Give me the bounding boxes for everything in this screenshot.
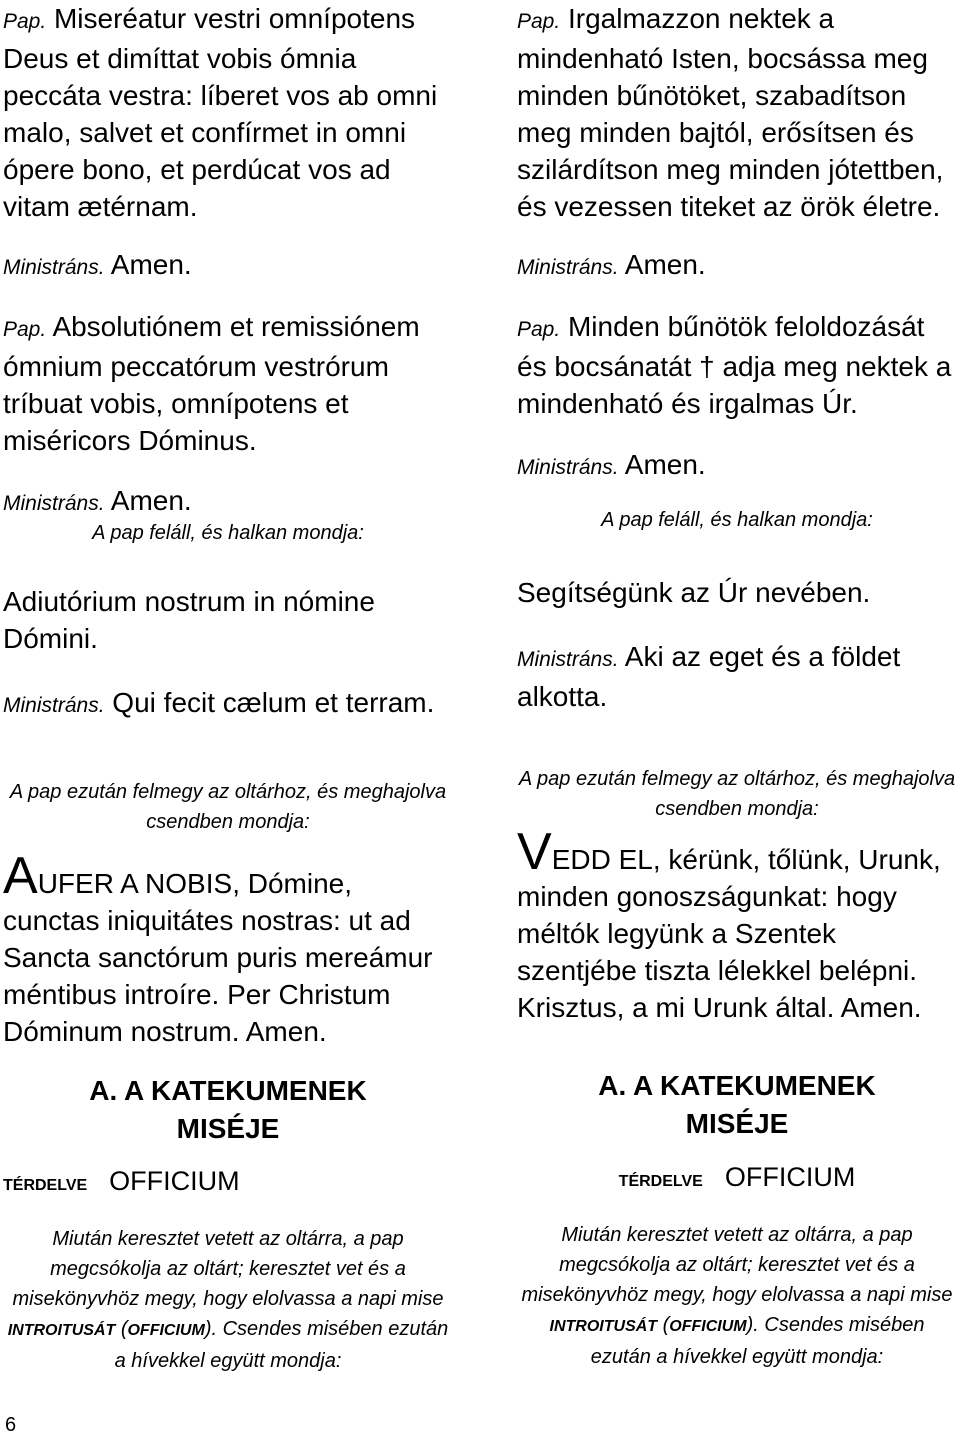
response-text: Qui fecit cælum et terram. bbox=[104, 687, 435, 718]
prayer-vedd-el bbox=[517, 823, 957, 1026]
versicle-segitseg: Segítségünk az Úr nevében. bbox=[517, 577, 871, 608]
prayer-aufer bbox=[3, 847, 453, 1050]
prayer-incipit: UFER A NOBIS bbox=[37, 868, 233, 899]
response-text: Amen. bbox=[618, 449, 706, 480]
kneeling-label: TÉRDELVE bbox=[618, 1173, 703, 1190]
response-text: Amen. bbox=[618, 249, 706, 280]
server-response bbox=[517, 638, 957, 715]
drop-initial: V bbox=[517, 823, 552, 881]
server-response bbox=[3, 684, 434, 724]
response-text: Amen. bbox=[104, 249, 192, 280]
kneeling-label: TÉRDELVE bbox=[3, 1177, 88, 1194]
section-heading: A. A KATEKUMENEK MISÉJE bbox=[598, 1070, 876, 1139]
rubric-text: ). Csendes misében ezután a hívekkel együtt mondja: bbox=[114, 1318, 449, 1372]
server-response bbox=[3, 482, 192, 522]
prayer-text: Minden bűnötök feloldozását és bocsánatát bbox=[517, 311, 925, 382]
prayer-text: Irgalmazzon nektek a mindenható Isten, bocsássa meg minden bűnötöket, szabadítson meg minden bajtól, erősítsen és szilárdítson meg minden jótettben, és vezessen titeket az örök életre. bbox=[517, 3, 944, 222]
response-text: Aki az eget és a földet alkotta. bbox=[517, 641, 901, 712]
rubric: A pap ezután felmegy az oltárhoz, és meghajolva csendben mondja: bbox=[9, 781, 447, 833]
rubric-text: ( bbox=[115, 1318, 128, 1340]
rubric-text: ). Csendes misében ezután a hívekkel együtt mondja: bbox=[590, 1314, 925, 1368]
rubric-smallcaps: INTROITUSÁT bbox=[549, 1318, 658, 1335]
priest-prayer-irgalmazzon bbox=[517, 0, 957, 225]
priest-prayer-feloldozas bbox=[517, 308, 957, 422]
section-heading: A. A KATEKUMENEK MISÉJE bbox=[89, 1075, 367, 1144]
page-number: 6 bbox=[5, 1414, 17, 1436]
prayer-text: Miseréatur vestri omnípotens Deus et dimíttat vobis ómnia peccáta vestra: líberet vos ab omni malo, salvet et confírmet in omni ópere bono, et perdúcat vos ad vitam ætérnam. bbox=[3, 3, 438, 222]
rubric: A pap feláll, és halkan mondja: bbox=[601, 509, 873, 531]
role-label: Ministráns. bbox=[3, 492, 105, 515]
server-response bbox=[517, 446, 706, 486]
role-label: Pap. bbox=[3, 318, 47, 341]
role-label: Pap. bbox=[517, 10, 561, 33]
rubric bbox=[3, 1224, 453, 1376]
versicle-adiutorium: Adiutórium nostrum in nómine Dómini. bbox=[3, 586, 375, 654]
role-label: Ministráns. bbox=[517, 256, 619, 279]
server-response bbox=[517, 246, 706, 286]
prayer-incipit: EDD EL bbox=[551, 844, 653, 875]
response-text: Amen. bbox=[104, 485, 192, 516]
rubric-text: Miután keresztet vetett az oltárra, a pap megcsókolja az oltárt; keresztet vet és a misekönyvhöz megy, hogy elolvassa a napi mise bbox=[521, 1224, 953, 1306]
role-label: Ministráns. bbox=[517, 648, 619, 671]
rubric: A pap ezután felmegy az oltárhoz, és meghajolva csendben mondja: bbox=[518, 768, 956, 820]
officium-label: OFFICIUM bbox=[724, 1162, 856, 1192]
rubric-smallcaps: OFFICIUM bbox=[127, 1322, 205, 1339]
rubric-smallcaps: INTROITUSÁT bbox=[7, 1322, 116, 1339]
role-label: Pap. bbox=[3, 10, 47, 33]
role-label: Pap. bbox=[517, 318, 561, 341]
prayer-text: Absolutiónem et remissiónem ómnium peccatórum vestrórum tríbuat vobis, omnípotens et miséricors Dóminus. bbox=[3, 311, 420, 456]
prayer-text: , kérünk, tőlünk, Urunk, minden gonoszságunkat: hogy méltók legyünk a Szentek szentjébe tiszta lélekkel belépni. Krisztus, a mi Urunk által. Amen. bbox=[517, 844, 941, 1023]
rubric: A pap feláll, és halkan mondja: bbox=[92, 522, 364, 544]
priest-prayer-absolutionem bbox=[3, 308, 453, 459]
server-response bbox=[3, 246, 192, 286]
role-label: Ministráns. bbox=[517, 456, 619, 479]
prayer-text: , Dómine, cunctas iniquitátes nostras: ut ad Sancta sanctórum puris mereámur méntibus introíre. Per Christum Dóminum nostrum. Amen. bbox=[3, 868, 433, 1047]
role-label: Ministráns. bbox=[3, 694, 105, 717]
rubric-smallcaps: OFFICIUM bbox=[669, 1318, 747, 1335]
cross-icon: † bbox=[691, 351, 723, 382]
officium-label: OFFICIUM bbox=[109, 1166, 240, 1196]
officium-label-row bbox=[3, 1166, 453, 1197]
role-label: Ministráns. bbox=[3, 256, 105, 279]
rubric-text: Miután keresztet vetett az oltárra, a pap megcsókolja az oltárt; keresztet vet és a misekönyvhöz megy, hogy elolvassa a napi mise bbox=[12, 1228, 444, 1310]
prayer-text: adja meg nektek a mindenható és irgalmas Úr. bbox=[517, 351, 952, 419]
rubric bbox=[517, 1220, 957, 1372]
rubric-text: ( bbox=[657, 1314, 670, 1336]
priest-prayer-misereatur bbox=[3, 0, 453, 225]
officium-label-row bbox=[517, 1162, 957, 1193]
drop-initial: A bbox=[3, 847, 38, 905]
